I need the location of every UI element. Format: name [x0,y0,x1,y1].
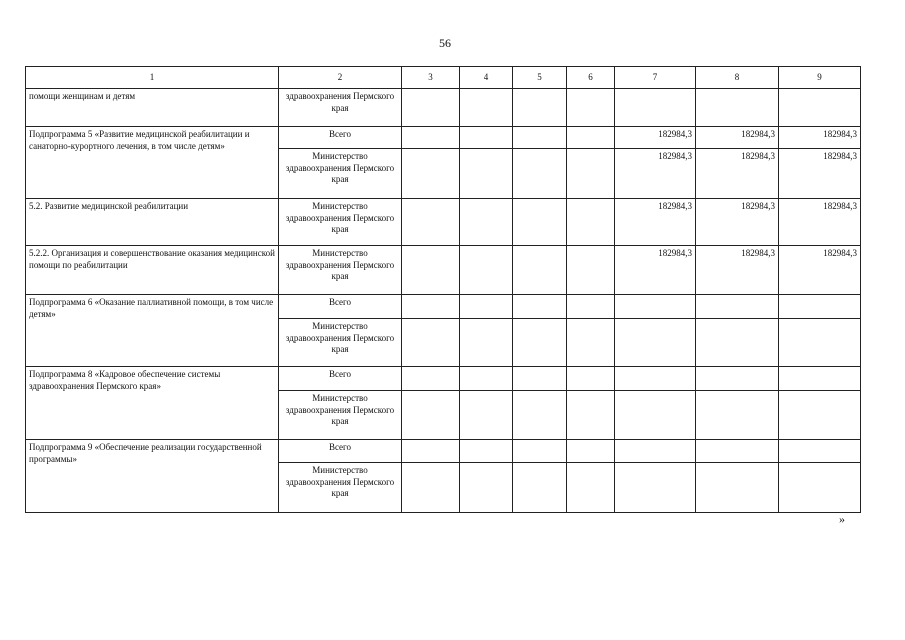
program-name-cell: Подпрограмма 5 «Развитие медицинской реабилитации и санаторно-курортного лечения, в том числе детям» [26,127,279,199]
value-cell-8: 182984,3 [696,199,779,246]
empty-cell [567,149,615,199]
empty-cell [402,440,460,463]
column-header: 8 [696,67,779,89]
empty-cell [567,199,615,246]
empty-cell [402,199,460,246]
empty-cell [460,367,513,391]
executor-cell: здравоохранения Пермского края [279,89,402,127]
empty-cell [460,127,513,149]
value-cell-8 [696,319,779,367]
empty-cell [402,295,460,319]
column-header: 1 [26,67,279,89]
column-header: 2 [279,67,402,89]
empty-cell [513,127,567,149]
empty-cell [460,295,513,319]
budget-table [25,66,861,513]
value-cell-7 [615,463,696,513]
empty-cell [513,463,567,513]
empty-cell [460,391,513,440]
value-cell-7 [615,367,696,391]
empty-cell [402,367,460,391]
value-cell-8: 182984,3 [696,149,779,199]
value-cell-7 [615,440,696,463]
value-cell-9 [779,89,861,127]
value-cell-7: 182984,3 [615,127,696,149]
empty-cell [567,319,615,367]
empty-cell [460,246,513,295]
closing-quote: » [839,512,845,526]
empty-cell [402,319,460,367]
empty-cell [460,319,513,367]
empty-cell [513,149,567,199]
empty-cell [402,391,460,440]
empty-cell [513,367,567,391]
executor-cell: Министерство здравоохранения Пермского края [279,246,402,295]
value-cell-9 [779,440,861,463]
column-header: 3 [402,67,460,89]
empty-cell [513,440,567,463]
empty-cell [567,295,615,319]
value-cell-7: 182984,3 [615,199,696,246]
empty-cell [402,149,460,199]
column-header: 5 [513,67,567,89]
column-header: 9 [779,67,861,89]
executor-cell: Министерство здравоохранения Пермского края [279,199,402,246]
empty-cell [567,246,615,295]
value-cell-9 [779,367,861,391]
value-cell-9: 182984,3 [779,246,861,295]
program-name-cell: Подпрограмма 6 «Оказание паллиативной помощи, в том числе детям» [26,295,279,367]
value-cell-9 [779,319,861,367]
table-row [26,440,861,463]
empty-cell [460,199,513,246]
executor-cell: Министерство здравоохранения Пермского края [279,463,402,513]
empty-cell [567,391,615,440]
program-name-cell: 5.2. Развитие медицинской реабилитации [26,199,279,246]
executor-cell: Всего [279,367,402,391]
value-cell-7 [615,391,696,440]
empty-cell [513,391,567,440]
value-cell-9: 182984,3 [779,127,861,149]
value-cell-7 [615,319,696,367]
value-cell-7: 182984,3 [615,149,696,199]
table-row [26,127,861,149]
value-cell-9: 182984,3 [779,199,861,246]
column-header: 4 [460,67,513,89]
value-cell-8 [696,463,779,513]
executor-cell: Министерство здравоохранения Пермского края [279,391,402,440]
column-header: 6 [567,67,615,89]
column-header: 7 [615,67,696,89]
executor-cell: Министерство здравоохранения Пермского края [279,149,402,199]
empty-cell [402,463,460,513]
executor-cell: Всего [279,295,402,319]
empty-cell [460,440,513,463]
empty-cell [460,463,513,513]
empty-cell [402,127,460,149]
program-name-cell: Подпрограмма 9 «Обеспечение реализации государственной программы» [26,440,279,513]
table-row [26,367,861,391]
value-cell-8 [696,440,779,463]
value-cell-7 [615,89,696,127]
empty-cell [567,463,615,513]
table-row [26,199,861,246]
value-cell-9 [779,295,861,319]
table-row [26,246,861,295]
value-cell-7 [615,295,696,319]
empty-cell [567,89,615,127]
value-cell-9 [779,463,861,513]
empty-cell [402,246,460,295]
value-cell-8: 182984,3 [696,246,779,295]
program-name-cell: помощи женщинам и детям [26,89,279,127]
value-cell-8: 182984,3 [696,127,779,149]
value-cell-9 [779,391,861,440]
empty-cell [460,149,513,199]
table-row [26,89,861,127]
empty-cell [513,199,567,246]
empty-cell [460,89,513,127]
empty-cell [513,295,567,319]
value-cell-9: 182984,3 [779,149,861,199]
table-row [26,295,861,319]
page-number: 56 [439,36,451,50]
value-cell-8 [696,295,779,319]
value-cell-7: 182984,3 [615,246,696,295]
empty-cell [567,127,615,149]
empty-cell [513,246,567,295]
value-cell-8 [696,367,779,391]
table-header-row [26,67,861,89]
value-cell-8 [696,391,779,440]
value-cell-8 [696,89,779,127]
program-name-cell: Подпрограмма 8 «Кадровое обеспечение системы здравоохранения Пермского края» [26,367,279,440]
executor-cell: Всего [279,127,402,149]
executor-cell: Министерство здравоохранения Пермского края [279,319,402,367]
empty-cell [402,89,460,127]
program-name-cell: 5.2.2. Организация и совершенствование оказания медицинской помощи по реабилитации [26,246,279,295]
empty-cell [567,367,615,391]
empty-cell [513,89,567,127]
empty-cell [567,440,615,463]
executor-cell: Всего [279,440,402,463]
empty-cell [513,319,567,367]
